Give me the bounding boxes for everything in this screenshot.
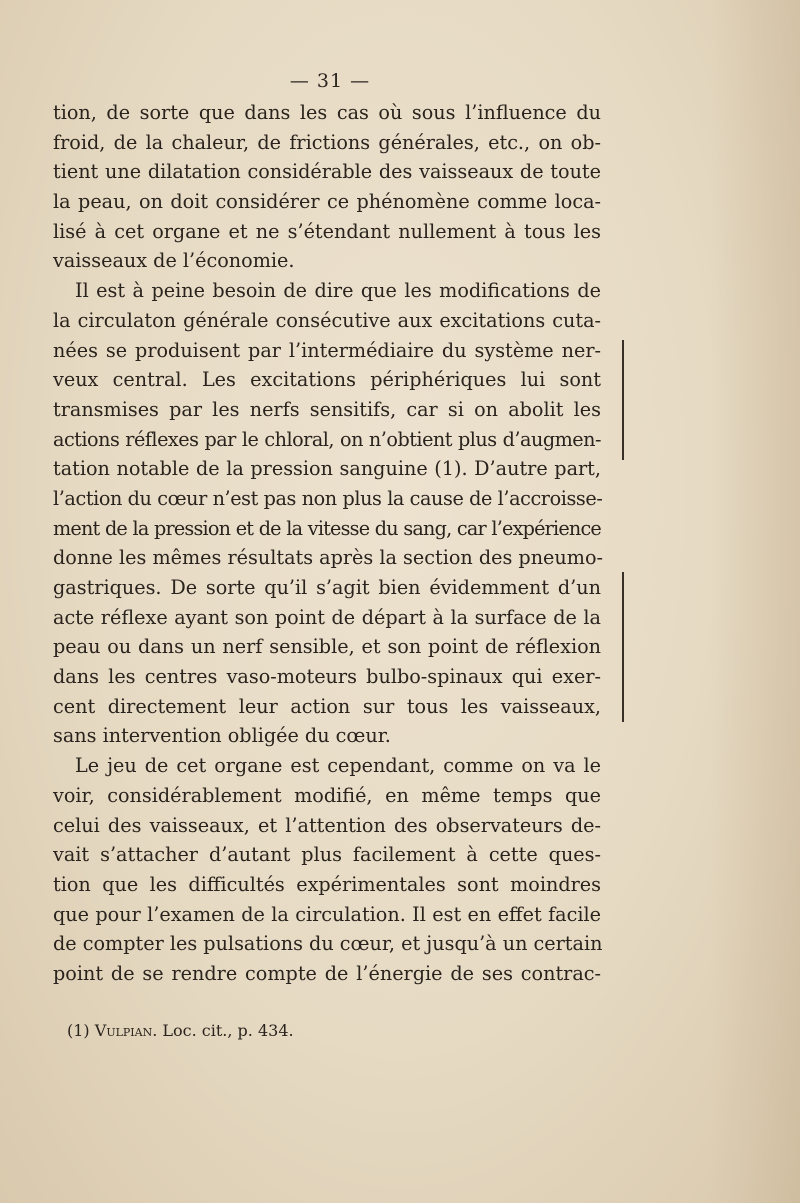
text-line: de compter les pulsations du cœur, et jusqu’à un certain <box>53 932 603 956</box>
text-line: vaisseaux de l’économie. <box>53 249 295 273</box>
text-line: voir, considérablement modifié, en même temps que <box>53 783 601 807</box>
text-line: donne les mêmes résultats après la section des pneumo- <box>53 546 604 570</box>
margin-pencil-mark <box>622 340 624 460</box>
text-line: lisé à cet organe et ne s’étendant nullement à tous les <box>53 219 601 243</box>
footnote-marker: (1) <box>67 1021 90 1040</box>
page-number: — 31 — <box>289 70 371 92</box>
text-line: cent directement leur action sur tous les vaisseaux, <box>53 694 601 718</box>
text-line: la peau, on doit considérer ce phénomène comme loca- <box>53 190 601 214</box>
text-line: Le jeu de cet organe est cependant, comme on va le <box>75 754 601 778</box>
text-line: que pour l’examen de la circulation. Il est en effet facile <box>53 902 601 926</box>
text-line: gastriques. De sorte qu’il s’agit bien évidemment d’un <box>53 576 601 599</box>
text-line: acte réflexe ayant son point de départ à la surface de la <box>53 605 601 629</box>
text-line: tient une dilatation considérable des vaisseaux de toute <box>53 160 601 184</box>
text-line: ment de la pression et de la vitesse du sang, car l’expérience <box>53 516 601 540</box>
text-line: nées se produisent par l’intermédiaire du système ner- <box>53 338 601 362</box>
footnote-citation: . Loc. cit., p. 434. <box>152 1021 294 1040</box>
text-line: veux central. Les excitations périphériques lui sont <box>53 368 601 392</box>
text-line: l’action du cœur n’est pas non plus la cause de l’accroisse- <box>53 486 603 510</box>
text-line: sans intervention obligée du cœur. <box>53 724 391 748</box>
text-line: vait s’attacher d’autant plus facilement à cette ques- <box>53 843 601 867</box>
text-line: point de se rendre compte de l’énergie de ses contrac- <box>53 961 601 985</box>
text-line: celui des vaisseaux, et l’attention des observateurs de- <box>53 813 601 837</box>
footnote-author: Vulpian <box>94 1021 153 1040</box>
body-text <box>53 98 604 989</box>
text-line: Il est à peine besoin de dire que les modifications de <box>75 279 601 303</box>
page-edge-shadow <box>710 0 800 1203</box>
text-line: froid, de la chaleur, de frictions générales, etc., on ob- <box>53 130 601 154</box>
margin-pencil-mark <box>622 572 624 722</box>
text-line: tion, de sorte que dans les cas où sous l’influence du <box>53 101 601 124</box>
text-line: actions réflexes par le chloral, on n’obtient plus d’augmen- <box>53 427 601 451</box>
text-line: dans les centres vaso-moteurs bulbo-spinaux qui exer- <box>53 665 601 689</box>
text-line: tation notable de la pression sanguine (1). D’autre part, <box>53 457 601 481</box>
footnote <box>67 1021 294 1040</box>
text-line: peau ou dans un nerf sensible, et son point de réflexion <box>53 635 601 659</box>
text-line: tion que les difficultés expérimentales sont moindres <box>53 872 601 896</box>
text-line: transmises par les nerfs sensitifs, car si on abolit les <box>53 397 601 421</box>
text-line: la circulaton générale consécutive aux excitations cuta- <box>53 308 601 332</box>
